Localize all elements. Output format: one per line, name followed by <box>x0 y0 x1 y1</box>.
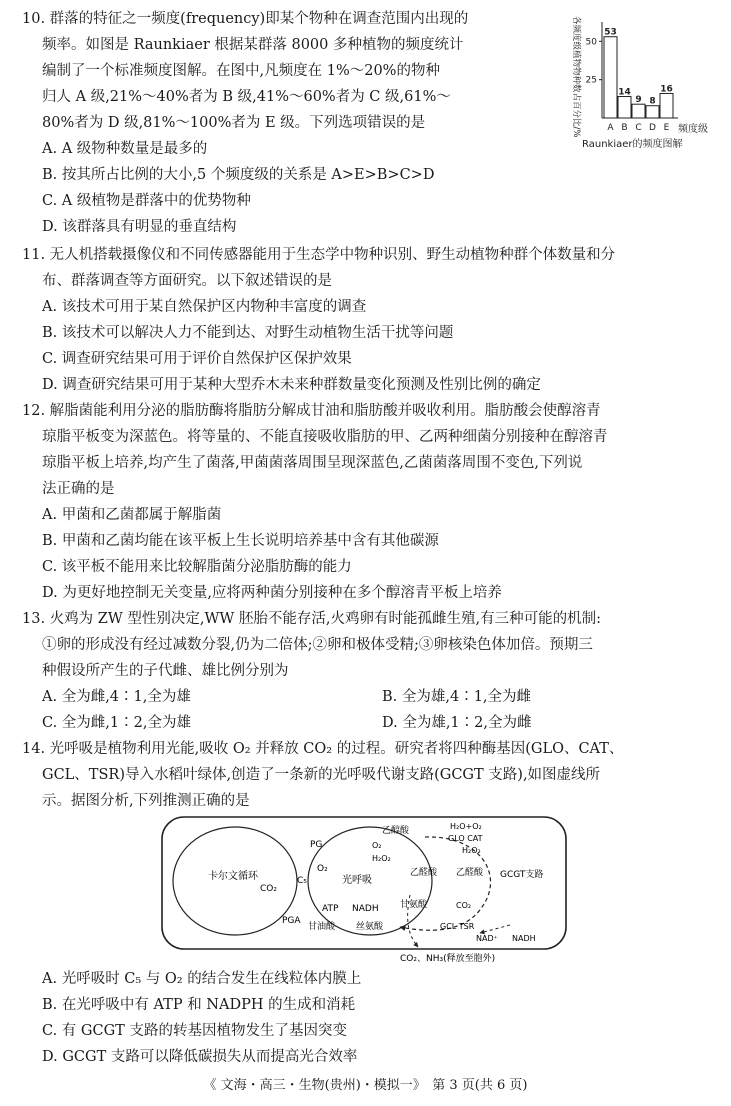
q14-stem-line: 示。据图分析,下列推测正确的是 <box>42 793 250 809</box>
label-h2o2-right: H₂O₂ <box>462 846 481 855</box>
q10-stem-line: 80%者为 D 级,81%～100%者为 E 级。下列选项错误的是 <box>42 115 426 131</box>
q14-option-c: C. 有 GCGT 支路的转基因植物发生了基因突变 <box>42 1023 347 1039</box>
label-glo-cat: GLO CAT <box>448 834 483 843</box>
q13-stem-line: 种假设所产生的子代雌、雄比例分别为 <box>42 663 289 679</box>
q10-option-b: B. 按其所占比例的大小,5 个频度级的关系是 A>E>B>C>D <box>42 167 435 183</box>
label-co2-release: CO₂、NH₃(释放至胞外) <box>400 954 496 963</box>
q13-option-a: A. 全为雌,4∶1,全为雄 <box>42 689 191 705</box>
q10-stem-line: 编制了一个标准频度图解。在图中,凡频度在 1%～20%的物种 <box>42 63 440 79</box>
q12-stem-line: 琼脂平板上培养,均产生了菌落,甲菌菌落周围呈现深蓝色,乙菌菌落周围不变色,下列说 <box>42 455 583 471</box>
label-nadh-in: NADH <box>352 904 379 914</box>
chart-bar <box>604 37 617 118</box>
label-pga: PGA <box>282 916 301 926</box>
label-o2: O₂ <box>317 864 328 874</box>
q11-option-c: C. 调查研究结果可用于评价自然保护区保护效果 <box>42 351 352 367</box>
nadh-arrow <box>480 925 510 933</box>
chart-data-label: 14 <box>618 87 631 98</box>
label-h2o-o2: H₂O+O₂ <box>450 822 482 831</box>
q10-option-d: D. 该群落具有明显的垂直结构 <box>42 219 237 235</box>
chart-category-label: A <box>607 123 614 133</box>
label-h2o2: H₂O₂ <box>372 854 391 863</box>
label-gcgt-branch: GCGT支路 <box>500 870 544 880</box>
q13-option-c: C. 全为雌,1∶2,全为雄 <box>42 715 191 731</box>
label-nadh-right: NADH <box>512 934 536 943</box>
label-nadp: NAD⁺ <box>476 934 498 943</box>
q14-option-b: B. 在光呼吸中有 ATP 和 NADPH 的生成和消耗 <box>42 997 356 1013</box>
q14-option-d: D. GCGT 支路可以降低碳损失从而提高光合效率 <box>42 1049 358 1065</box>
label-atp: ATP <box>322 904 339 914</box>
label-co2-left: CO₂ <box>260 884 277 894</box>
q11-option-b: B. 该技术可以解决人力不能到达、对野生动植物生活干扰等问题 <box>42 325 454 341</box>
chart-data-label: 8 <box>649 96 656 107</box>
label-glyoxylate-right: 乙醛酸 <box>456 868 484 878</box>
label-calvin-cycle: 卡尔文循环 <box>208 871 258 882</box>
q12-option-c: C. 该平板不能用来比较解脂菌分泌脂肪酶的能力 <box>42 559 352 575</box>
label-co2-right: CO₂ <box>456 901 472 910</box>
q13-option-d: D. 全为雄,1∶2,全为雌 <box>382 715 532 731</box>
chart-category-label: D <box>649 123 656 133</box>
q10-option-c: C. A 级植物是群落中的优势物种 <box>42 193 251 209</box>
q13-option-b: B. 全为雄,4∶1,全为雌 <box>382 689 532 705</box>
q12-option-b: B. 甲菌和乙菌均能在该平板上生长说明培养基中含有其他碳源 <box>42 533 439 549</box>
chart-category-label: E <box>663 123 670 133</box>
photorespiration-diagram <box>160 815 570 963</box>
label-c5: C₅ <box>297 876 307 886</box>
label-gcl-tsr: GCL TSR <box>440 922 475 931</box>
label-glycine: 甘氨酸 <box>400 900 428 910</box>
chart-category-label: C <box>635 123 642 133</box>
chart-category-label: B <box>621 123 628 133</box>
label-o2-mid: O₂ <box>372 841 382 850</box>
q13-stem-line: ①卵的形成没有经过减数分裂,仍为二倍体;②卵和极体受精;③卵核染色体加倍。预期三 <box>42 637 593 653</box>
q11-option-a: A. 该技术可用于某自然保护区内物种丰富度的调查 <box>42 299 367 315</box>
q11-option-d: D. 调查研究结果可用于某种大型乔木未来种群数量变化预测及性别比例的确定 <box>42 377 541 393</box>
chart-bar <box>660 93 673 118</box>
q10-stem-line: 10. 群落的特征之一频度(frequency)即某个物种在调查范围内出现的 <box>22 11 469 27</box>
q10-option-a: A. A 级物种数量是最多的 <box>42 141 208 157</box>
q14-option-a: A. 光呼吸时 C₅ 与 O₂ 的结合发生在线粒体内膜上 <box>42 971 362 987</box>
frequency-chart <box>560 6 730 156</box>
chart-ylabel: 各频度级植物物种数占百分比/% <box>571 16 581 138</box>
label-serine: 丝氨酸 <box>356 922 384 932</box>
label-glycolate-top: 乙醇酸 <box>382 826 410 836</box>
q12-stem-line: 12. 解脂菌能利用分泌的脂肪酶将脂肪分解成甘油和脂肪酸并吸收利用。脂肪酸会使醇溶青 <box>22 403 601 419</box>
chart-bar <box>646 106 659 118</box>
chart-data-label: 16 <box>660 84 673 95</box>
q13-stem-line: 13. 火鸡为 ZW 型性别决定,WW 胚胎不能存活,火鸡卵有时能孤雌生殖,有三种可能的机制: <box>22 611 601 627</box>
chart-data-label: 9 <box>635 95 642 106</box>
chart-y-tick-label: 50 <box>585 37 597 48</box>
q12-stem-line: 法正确的是 <box>42 481 115 497</box>
chart-bar <box>632 104 645 118</box>
chart-title: Raunkiaer的频度图解 <box>582 139 683 150</box>
q10-stem-line: 归人 A 级,21%～40%者为 B 级,41%～60%者为 C 级,61%～ <box>42 89 451 105</box>
chart-xlabel: 频度级 <box>678 124 708 135</box>
q14-stem-line: GCL、TSR)导入水稻叶绿体,创造了一条新的光呼吸代谢支路(GCGT 支路),如图虚线所 <box>42 767 601 783</box>
label-pg: PG <box>310 840 323 850</box>
q12-stem-line: 琼脂平板变为深蓝色。将等量的、不能直接吸收脂肪的甲、乙两种细菌分别接种在醇溶青 <box>42 429 608 445</box>
chart-bar <box>618 97 631 118</box>
label-photorespiration: 光呼吸 <box>342 875 372 886</box>
label-glycerate: 甘油酸 <box>308 922 336 932</box>
page-footer: 《 文海・高三・生物(贵州)・模拟一》 第 3 页(共 6 页) <box>203 1078 528 1093</box>
chart-data-label: 53 <box>604 27 617 38</box>
q14-stem-line: 14. 光呼吸是植物利用光能,吸收 O₂ 并释放 CO₂ 的过程。研究者将四种酶基因(GLO、CAT、 <box>22 741 624 757</box>
q11-stem-line: 布、群落调查等方面研究。以下叙述错误的是 <box>42 273 332 289</box>
q12-option-a: A. 甲菌和乙菌都属于解脂菌 <box>42 507 222 523</box>
q10-stem-line: 频率。如图是 Raunkiaer 根据某群落 8000 多种植物的频度统计 <box>42 37 464 53</box>
q11-stem-line: 11. 无人机搭载摄像仪和不同传感器能用于生态学中物种识别、野生动植物种群个体数量和分 <box>22 247 616 263</box>
q12-option-d: D. 为更好地控制无关变量,应将两种菌分别接种在多个醇溶青平板上培养 <box>42 585 502 601</box>
chart-y-tick-label: 25 <box>585 75 597 86</box>
label-glyoxylate: 乙醛酸 <box>410 868 438 878</box>
